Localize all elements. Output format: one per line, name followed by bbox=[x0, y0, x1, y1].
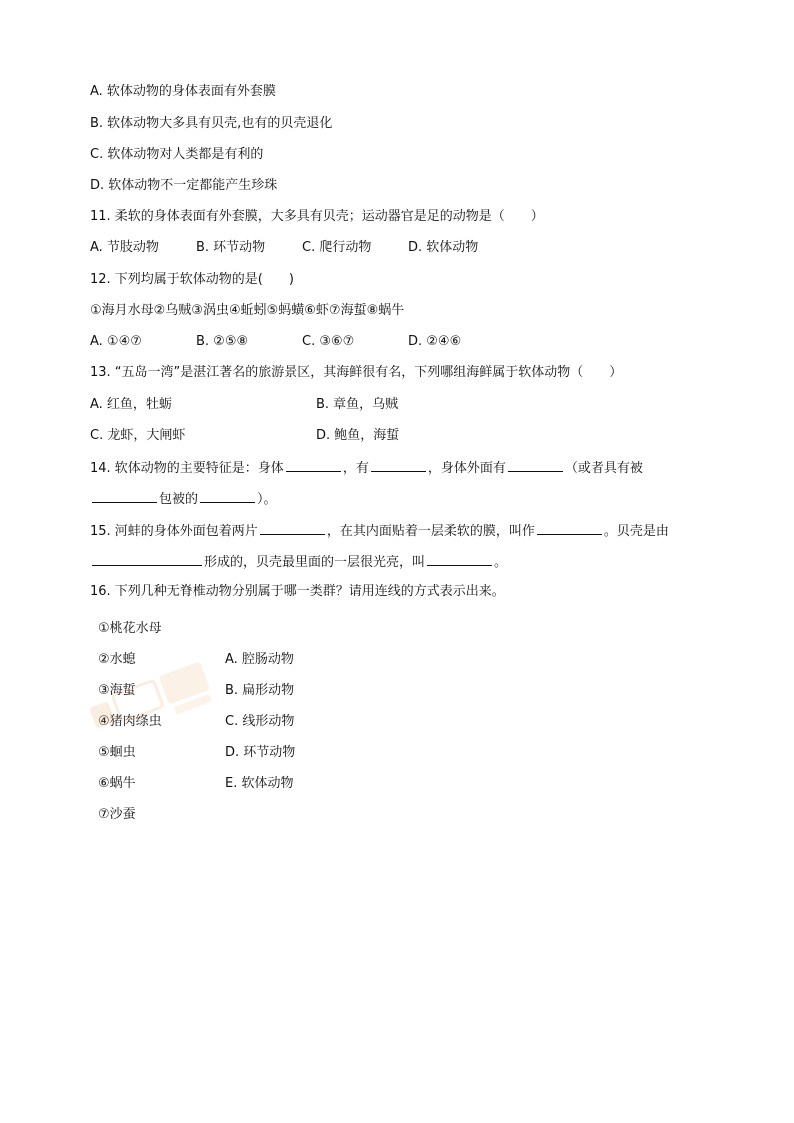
q16-animal-6[interactable]: ⑥蜗牛 bbox=[98, 776, 136, 791]
q14-line-2 bbox=[90, 489, 277, 509]
q10-option-d: D. 软体动物不一定都能产生珍珠 bbox=[90, 178, 278, 193]
q13-option-b: B. 章鱼，乌贼 bbox=[316, 397, 399, 412]
q13-option-a: A. 红鱼，牡蛎 bbox=[90, 397, 172, 412]
q15-blank-3[interactable] bbox=[92, 552, 202, 566]
q14-text-5: 包被的 bbox=[159, 492, 199, 507]
q15-text-2: ，在其内面贴着一层柔软的膜，叫作 bbox=[326, 524, 535, 539]
q16-animal-3[interactable]: ③海蜇 bbox=[98, 683, 136, 698]
q15-text-4: 形成的，贝壳最里面的一层很光亮，叫 bbox=[204, 555, 426, 570]
q15-text-3: 。贝壳是由 bbox=[603, 524, 669, 539]
q13-stem: 13. “五岛一湾”是湛江著名的旅游景区，其海鲜很有名，下列哪组海鲜属于软体动物（ ） bbox=[90, 365, 623, 380]
q16-animal-5[interactable]: ⑤蛔虫 bbox=[98, 745, 136, 760]
q14-text-3: ，身体外面有 bbox=[427, 461, 506, 476]
q16-group-c[interactable]: C. 线形动物 bbox=[225, 714, 295, 729]
q15-text-1: 15. 河蚌的身体外面包着两片 bbox=[90, 524, 258, 539]
q15-line-1 bbox=[90, 521, 669, 541]
q16-group-a[interactable]: A. 腔肠动物 bbox=[225, 652, 294, 667]
q14-text-6: ）。 bbox=[257, 492, 277, 507]
q16-group-b[interactable]: B. 扁形动物 bbox=[225, 683, 295, 698]
q12-option-b: B. ②⑤⑧ bbox=[196, 334, 249, 349]
q14-text-4: （或者具有被 bbox=[564, 461, 643, 476]
q13-option-c: C. 龙虾，大闸虾 bbox=[90, 428, 186, 443]
q12-stem: 12. 下列均属于软体动物的是( ) bbox=[90, 272, 294, 287]
q14-blank-4[interactable] bbox=[92, 489, 157, 503]
q16-animal-4[interactable]: ④猪肉绦虫 bbox=[98, 714, 162, 729]
q14-blank-1[interactable] bbox=[286, 458, 341, 472]
q16-group-d[interactable]: D. 环节动物 bbox=[225, 745, 296, 760]
q14-text-1: 14. 软体动物的主要特征是：身体 bbox=[90, 461, 284, 476]
q15-blank-2[interactable] bbox=[537, 521, 602, 535]
q15-blank-1[interactable] bbox=[260, 521, 325, 535]
q11-stem: 11. 柔软的身体表面有外套膜，大多具有贝壳；运动器官是足的动物是（ ） bbox=[90, 209, 544, 224]
q16-animal-7[interactable]: ⑦沙蚕 bbox=[98, 807, 136, 822]
q13-option-d: D. 鲍鱼，海蜇 bbox=[316, 428, 400, 443]
q11-option-a: A. 节肢动物 bbox=[90, 240, 159, 255]
q16-group-e[interactable]: E. 软体动物 bbox=[225, 776, 294, 791]
q14-text-2: ，有 bbox=[342, 461, 369, 476]
q14-line-1 bbox=[90, 458, 643, 478]
q15-text-5: 。 bbox=[494, 555, 508, 570]
q14-blank-5[interactable] bbox=[200, 489, 255, 503]
q15-blank-4[interactable] bbox=[427, 552, 492, 566]
q10-option-a: A. 软体动物的身体表面有外套膜 bbox=[90, 84, 276, 99]
q16-stem: 16. 下列几种无脊椎动物分别属于哪一类群？请用连线的方式表示出来。 bbox=[90, 584, 505, 599]
q14-blank-2[interactable] bbox=[371, 458, 426, 472]
q12-list: ①海月水母②乌贼③涡虫④蚯蚓⑤蚂蟥⑥虾⑦海蜇⑧蜗牛 bbox=[90, 303, 405, 318]
q15-line-2 bbox=[90, 552, 507, 572]
q16-animal-1[interactable]: ①桃花水母 bbox=[98, 621, 162, 636]
q10-option-b: B. 软体动物大多具有贝壳,也有的贝壳退化 bbox=[90, 116, 333, 131]
q12-option-c: C. ③⑥⑦ bbox=[302, 334, 355, 349]
q12-option-d: D. ②④⑥ bbox=[408, 334, 462, 349]
q10-option-c: C. 软体动物对人类都是有利的 bbox=[90, 147, 264, 162]
q11-options bbox=[90, 239, 490, 257]
q14-blank-3[interactable] bbox=[508, 458, 563, 472]
q11-option-b: B. 环节动物 bbox=[196, 240, 266, 255]
q11-option-d: D. 软体动物 bbox=[408, 240, 479, 255]
q16-animal-2[interactable]: ②水螅 bbox=[98, 652, 136, 667]
q12-options bbox=[90, 333, 473, 351]
q12-option-a: A. ①④⑦ bbox=[90, 334, 142, 349]
q11-option-c: C. 爬行动物 bbox=[302, 240, 372, 255]
